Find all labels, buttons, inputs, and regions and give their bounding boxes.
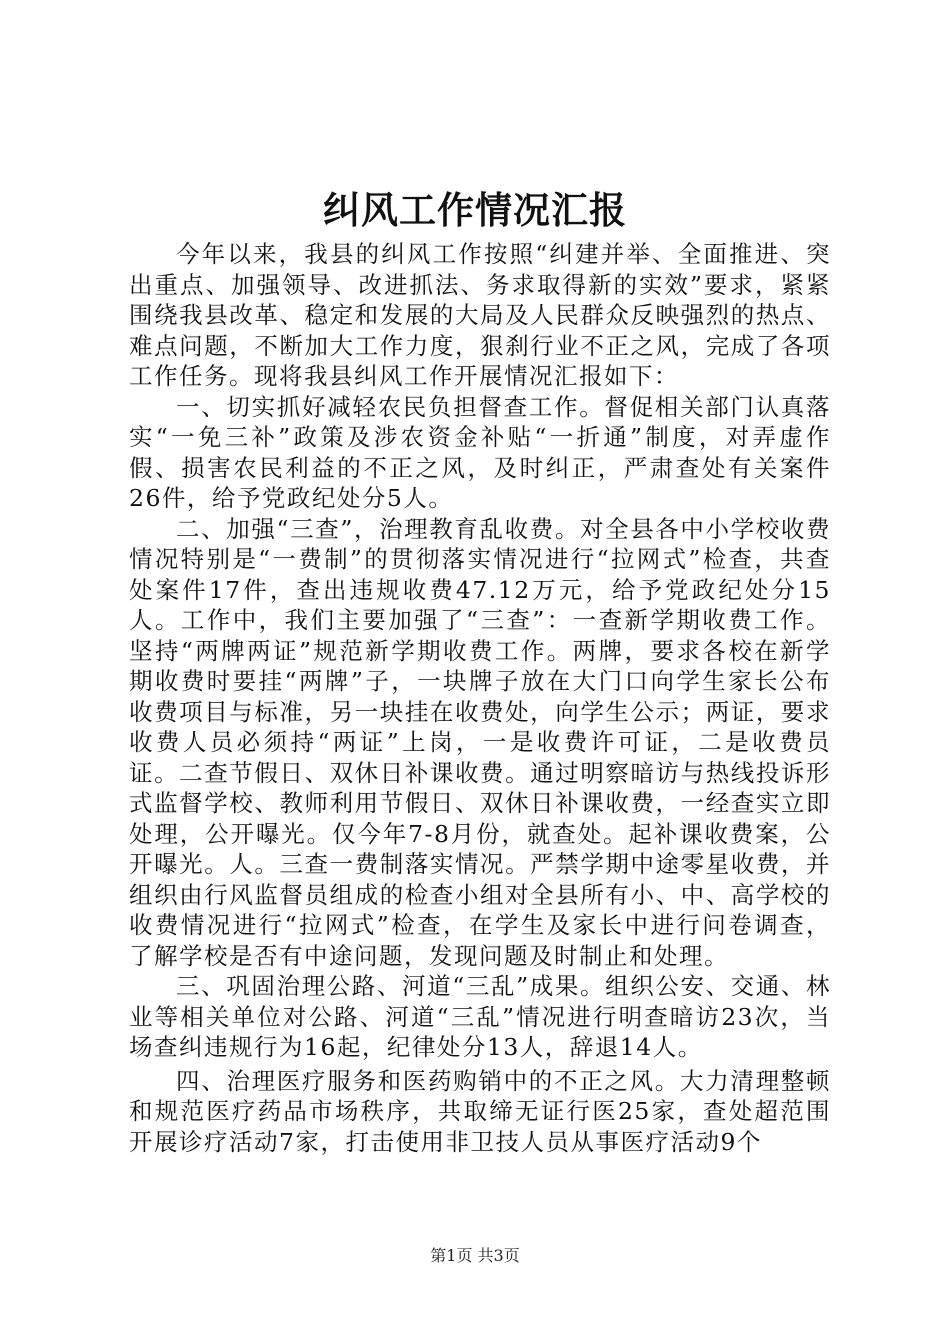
paragraph-section-4: 四、治理医疗服务和医药购销中的不正之风。大力清理整顿和规范医疗药品市场秩序，共取缔无证行医25家，查处超范围开展诊疗活动7家，打击使用非卫技人员从事医疗活动9个	[129, 1066, 831, 1156]
document-body	[129, 239, 831, 1157]
paragraph-section-3: 三、巩固治理公路、河道“三乱”成果。组织公安、交通、林业等相关单位对公路、河道“三乱”情况进行明查暗访23次，当场查纠违规行为16起，纪律处分13人，辞退14人。	[129, 972, 831, 1061]
document-title: 纠风工作情况汇报	[323, 188, 627, 232]
paragraph-intro: 今年以来，我县的纠风工作按照“纠建并举、全面推进、突出重点、加强领导、改进抓法、务求取得新的实效”要求，紧紧围绕我县改革、稳定和发展的大局及人民群众反映强烈的热点、难点问题，不断加大工作力度，狠刹行业不正之风，完成了各项工作任务。现将我县纠风工作开展情况汇报如下：	[129, 240, 831, 390]
page-number-footer: 第1页 共3页	[430, 1246, 520, 1265]
paragraph-section-1: 一、切实抓好减轻农民负担督查工作。督促相关部门认真落实“一免三补”政策及涉农资金补贴“一折通”制度，对弄虚作假、损害农民利益的不正之风，及时纠正，严肃查处有关案件26件，给予党政纪处分5人。	[129, 392, 831, 512]
paragraph-section-2: 二、加强“三查”，治理教育乱收费。对全县各中小学校收费情况特别是“一费制”的贯彻落实情况进行“拉网式”检查，共查处案件17件，查出违规收费47.12万元，给予党政纪处分15人。工作中，我们主要加强了“三查”：一查新学期收费工作。坚持“两牌两证”规范新学期收费工作。两牌，要求各校在新学期收费时要挂“两牌”子，一块牌子放在大门口向学生家长公布收费项目与标准，另一块挂在收费处，向学生公示；两证，要求收费人员必须持“两证”上岗，一是收费许可证，二是收费员证。二查节假日、双休日补课收费。通过明察暗访与热线投诉形式监督学校、教师利用节假日、双休日补课收费，一经查实立即处理，公开曝光。仅今年7-8月份，就查处。起补课收费案，公开曝光。人。三查一费制落实情况。严禁学期中途零星收费，并组织由行风监督员组成的检查小组对全县所有小、中、高学校的收费情况进行“拉网式”检查，在学生及家长中进行问卷调查，了解学校是否有中途问题，发现问题及时制止和处理。	[129, 514, 831, 970]
